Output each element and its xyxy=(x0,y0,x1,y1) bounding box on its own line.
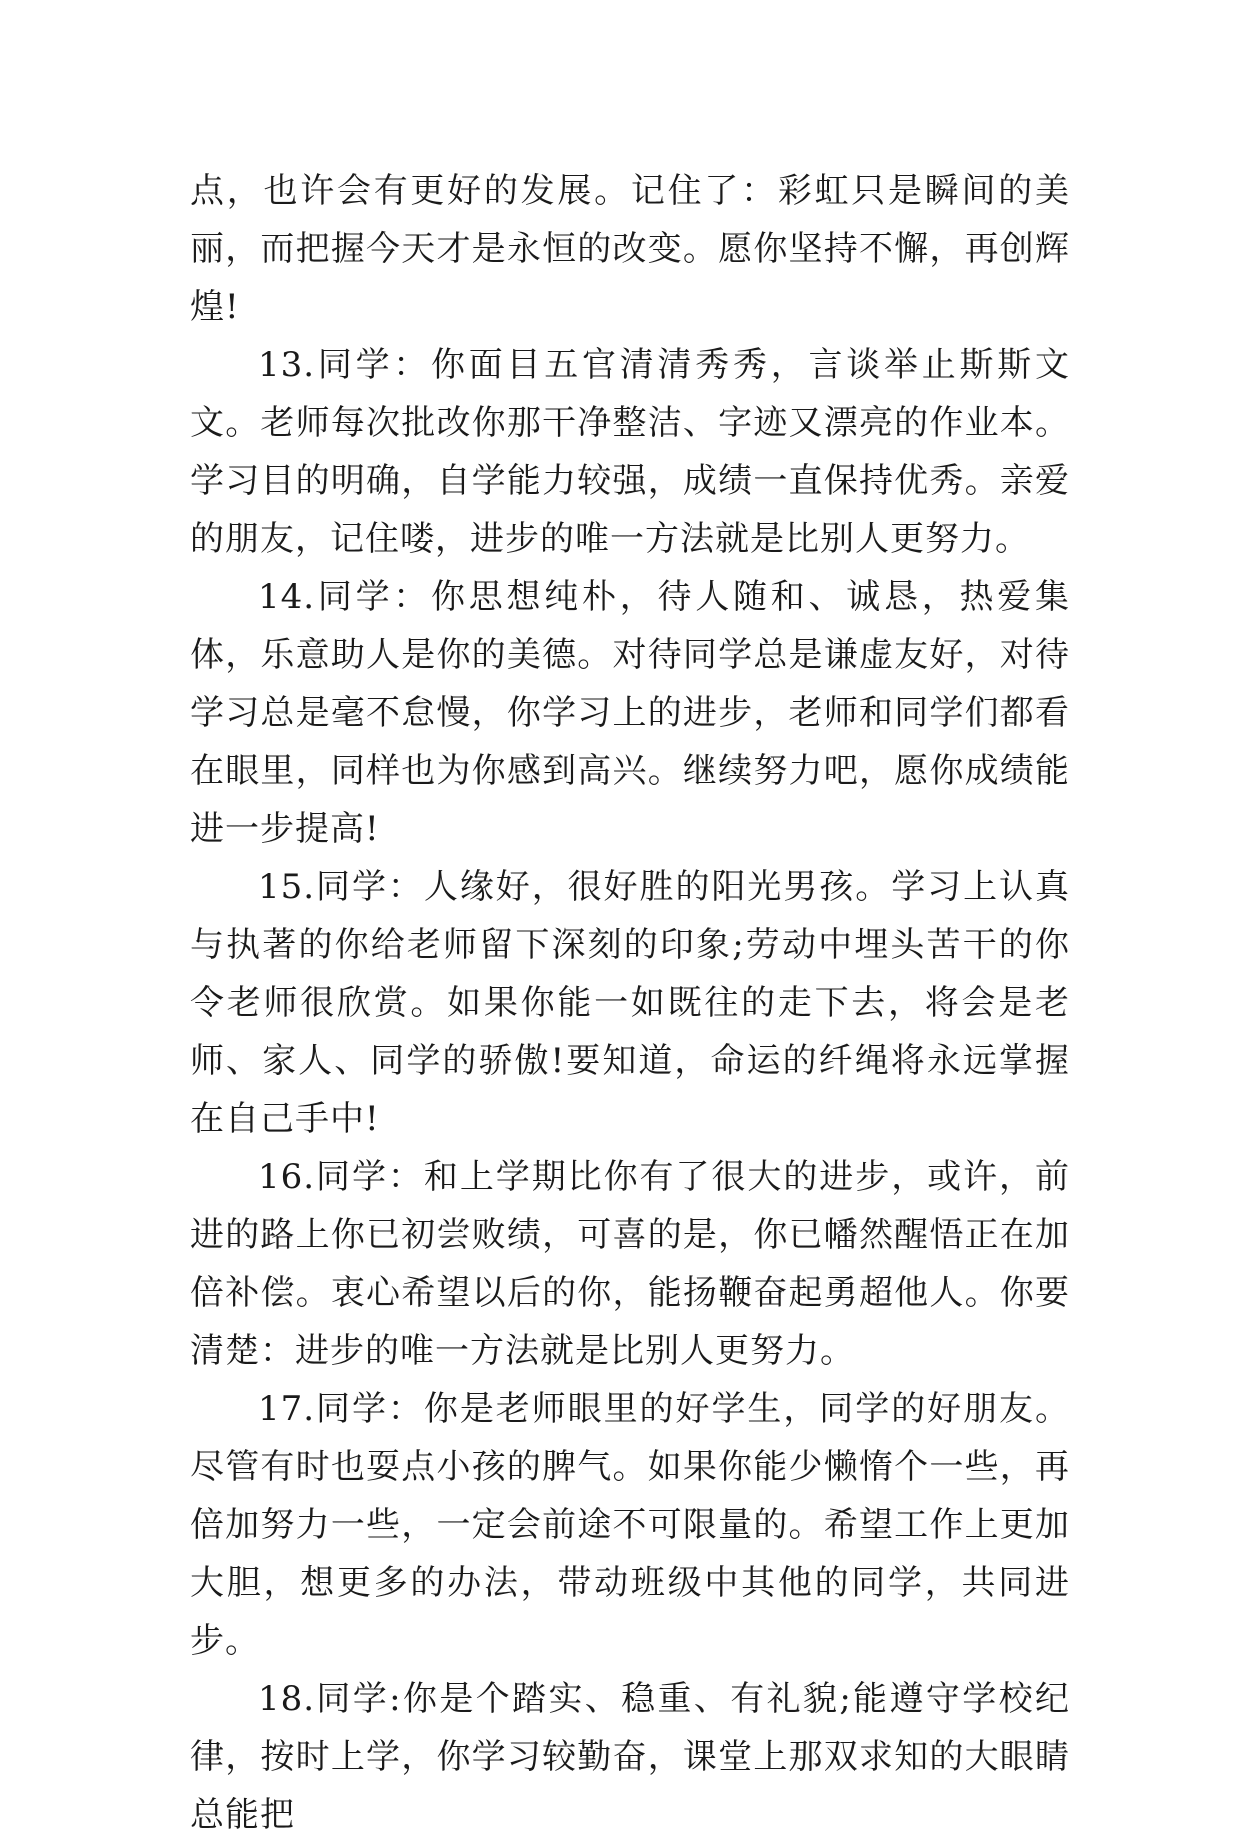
paragraph-comment-15: 15.同学：人缘好，很好胜的阳光男孩。学习上认真与执著的你给老师留下深刻的印象;劳动中埋头苦干的你令老师很欣赏。如果你能一如既往的走下去，将会是老师、家人、同学的骄傲!要知道，命运的纤绳将永远掌握在自己手中! xyxy=(190,867,1070,1139)
paragraph-comment-13: 13.同学：你面目五官清清秀秀，言谈举止斯斯文文。老师每次批改你那干净整洁、字迹又漂亮的作业本。学习目的明确，自学能力较强，成绩一直保持优秀。亲爱的朋友，记住喽，进步的唯一方法就是比别人更努力。 xyxy=(190,345,1070,559)
paragraph-comment-14: 14.同学：你思想纯朴，待人随和、诚恳，热爱集体，乐意助人是你的美德。对待同学总是谦虚友好，对待学习总是毫不怠慢，你学习上的进步，老师和同学们都看在眼里，同样也为你感到高兴。继续努力吧，愿你成绩能进一步提高! xyxy=(190,577,1070,849)
paragraph-comment-16: 16.同学：和上学期比你有了很大的进步，或许，前进的路上你已初尝败绩，可喜的是，你已幡然醒悟正在加倍补偿。衷心希望以后的你，能扬鞭奋起勇超他人。你要清楚：进步的唯一方法就是比别人更努力。 xyxy=(190,1157,1070,1371)
document-body xyxy=(190,162,1070,1844)
paragraph-comment-18: 18.同学:你是个踏实、稳重、有礼貌;能遵守学校纪律，按时上学，你学习较勤奋，课堂上那双求知的大眼睛总能把 xyxy=(190,1679,1070,1835)
paragraph-continuation: 点，也许会有更好的发展。记住了：彩虹只是瞬间的美丽，而把握今天才是永恒的改变。愿你坚持不懈，再创辉煌! xyxy=(190,171,1070,327)
paragraph-comment-17: 17.同学：你是老师眼里的好学生，同学的好朋友。尽管有时也耍点小孩的脾气。如果你能少懒惰个一些，再倍加努力一些，一定会前途不可限量的。希望工作上更加大胆，想更多的办法，带动班级中其他的同学，共同进步。 xyxy=(190,1389,1070,1661)
